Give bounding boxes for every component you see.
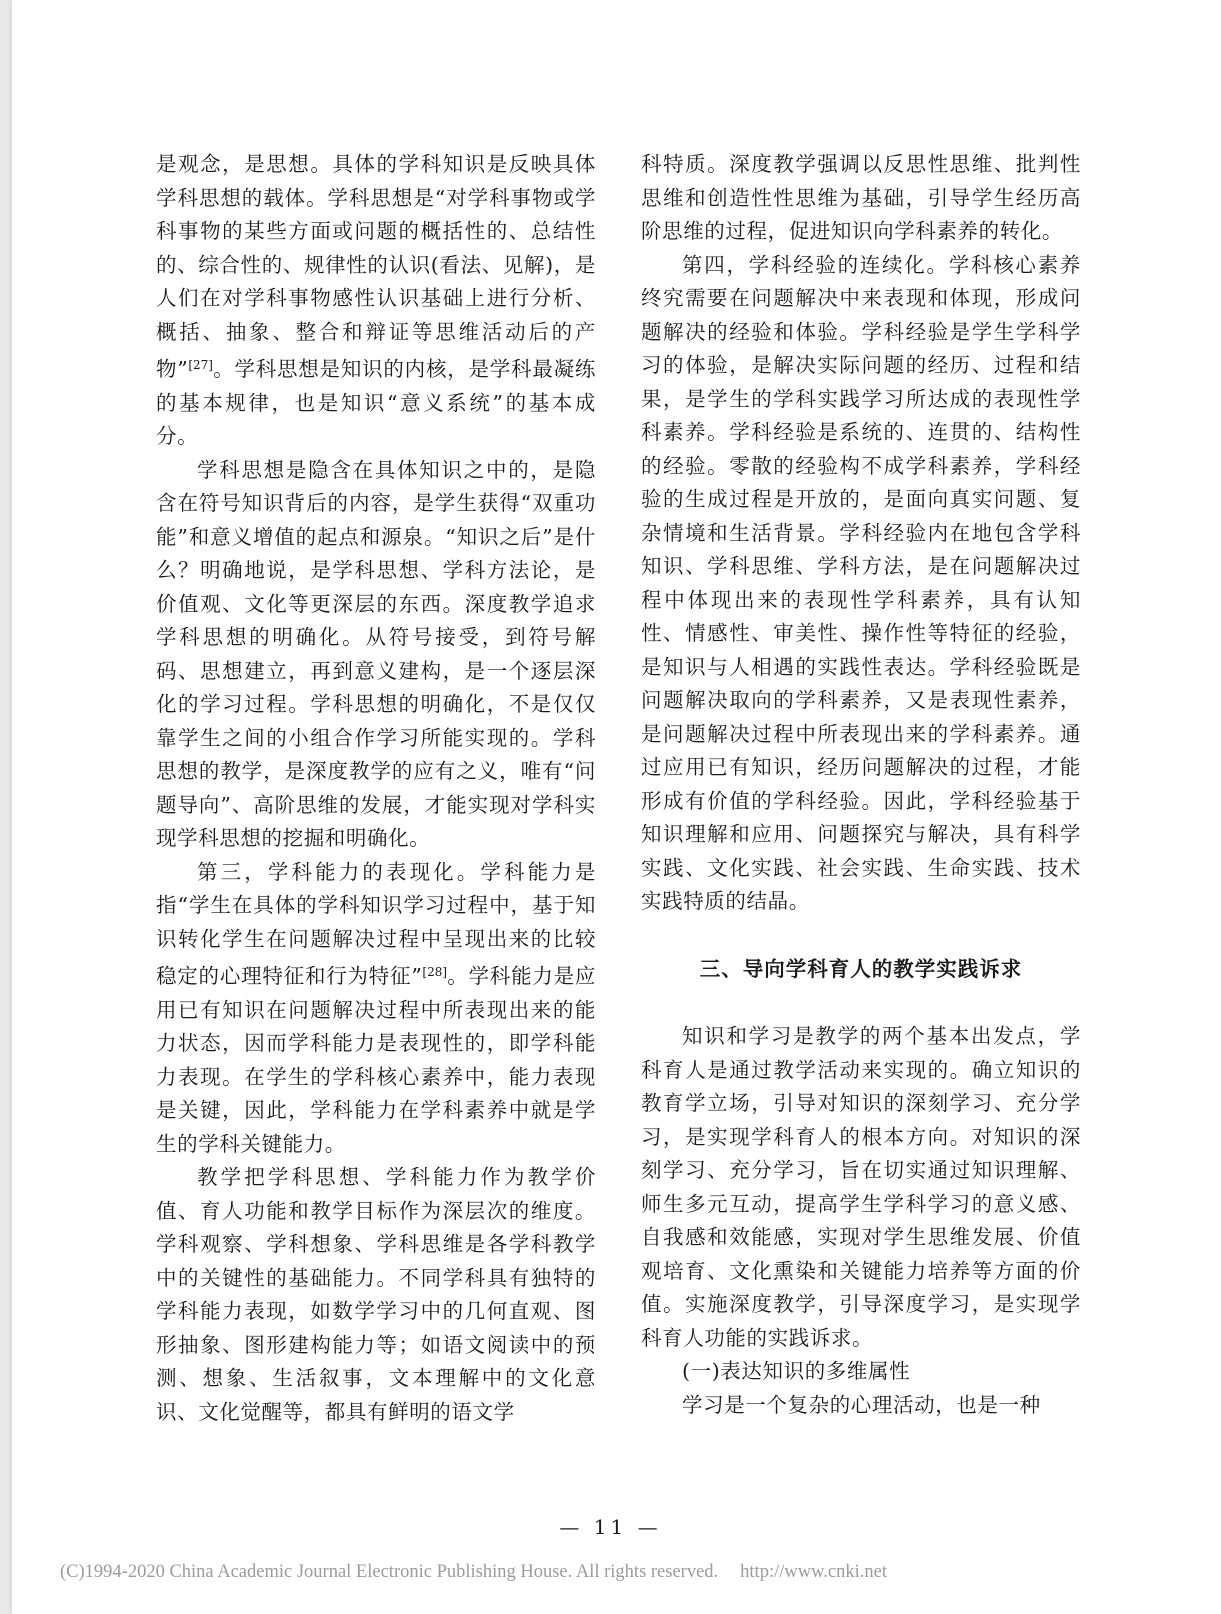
paragraph-text: 知识和学习是教学的两个基本出发点，学科育人是通过教学活动来实现的。确立知识的教育学立场，引导对知识的深刻学习、充分学习，是实现学科育人的根本方向。对知识的深刻学习、充分学习，旨在切实通过知识理解、师生多元互动，提高学生学科学习的意义感、自我感和效能感，实现对学生思维发展、价值观培育、文化熏染和关键能力培养等方面的价值。实施深度教学，引导深度学习，是实现学科育人功能的实践诉求。: [641, 1024, 1081, 1350]
paragraph-text: 。学科思想是知识的内核，是学科最凝练的基本规律，也是知识“意义系统”的基本成分。: [156, 357, 596, 448]
section-heading: 三、导向学科育人的教学实践诉求: [699, 956, 1023, 981]
right-column: [641, 148, 1081, 1422]
paragraph: [156, 1161, 596, 1429]
page-number: — 11 —: [559, 1515, 662, 1539]
paragraph: [156, 454, 596, 856]
paragraph: [641, 1020, 1081, 1355]
page-sheet: [12, 0, 1221, 1614]
paragraph-text: 教学把学科思想、学科能力作为教学价值、育人功能和教学目标作为深层次的维度。学科观察、学科想象、学科思维是各学科教学中的关键性的基础能力。不同学科具有独特的学科能力表现，如数学学习中的几何直观、图形抽象、图形建构能力等；如语文阅读中的预测、想象、生活叙事，文本理解中的文化意识、文化觉醒等，都具有鲜明的语文学: [156, 1165, 596, 1424]
paragraph-last: 学习是一个复杂的心理活动，也是一种: [682, 1392, 1041, 1417]
footer-url: http://www.cnki.net: [740, 1562, 887, 1582]
paragraph-text: 第四，学科经验的连续化。学科核心素养终究需要在问题解决中来表现和体现，形成问题解决的经验和体验。学科经验是学生学科学习的体验，是解决实际问题的经历、过程和结果，是学生的学科实践学习所达成的表现性学科素养。学科经验是系统的、连贯的、结构性的经验。零散的经验构不成学科素养，学科经验的生成过程是开放的，是面向真实问题、复杂情境和生活背景。学科经验内在地包含学科知识、学科思维、学科方法，是在问题解决过程中体现出来的表现性学科素养，具有认知性、情感性、审美性、操作性等特征的经验，是知识与人相遇的实践性表达。学科经验既是问题解决取向的学科素养，又是表现性素养，是问题解决过程中所表现出来的学科素养。通过应用已有知识，经历问题解决的过程，才能形成有价值的学科经验。因此，学科经验基于知识理解和应用、问题探究与解决，具有科学实践、文化实践、社会实践、生命实践、技术实践特质的结晶。: [641, 252, 1081, 913]
paragraph: [641, 249, 1081, 919]
paragraph-text: 学科思想是隐含在具体知识之中的，是隐含在符号知识背后的内容，是学生获得“双重功能”和意义增值的起点和源泉。“知识之后”是什么？明确地说，是学科思想、学科方法论，是价值观、文化等更深层的东西。深度教学追求学科思想的明确化。从符号接受，到符号解码、思想建立，再到意义建构，是一个逐层深化的学习过程。学科思想的明确化，不是仅仅靠学生之间的小组合作学习所能实现的。学科思想的教学，是深度教学的应有之义，唯有“问题导向”、高阶思维的发展，才能实现对学科实现学科思想的挖掘和明确化。: [156, 457, 596, 850]
paragraph: [156, 148, 596, 454]
right-column-top: [641, 148, 1081, 919]
paragraph-text: 。学科能力是应用已有知识在问题解决过程中所表现出来的能力状态，因而学科能力是表现性的，即学科能力表现。在学生的学科核心素养中，能力表现是关键，因此，学科能力在学科素养中就是学生的学科关键能力。: [156, 964, 597, 1156]
paragraph-text: 第三，学科能力的表现化。学科能力是指“学生在具体的学科知识学习过程中，基于知识转化学生在问题解决过程中呈现出来的比较稳定的心理特征和行为特征”: [156, 859, 596, 988]
citation-ref: [28]: [422, 965, 448, 979]
left-column: [156, 148, 596, 1429]
copyright-footer: [60, 1562, 887, 1583]
paragraph-text: 是观念，是思想。具体的学科知识是反映具体学科思想的载体。学科思想是“对学科事物或学科事物的某些方面或问题的概括性的、总结性的、综合性的、规律性的认识(看法、见解)，是人们在对学科事物感性认识基础上进行分析、概括、抽象、整合和辩证等思维活动后的产物”: [156, 152, 596, 381]
citation-ref: [27]: [188, 358, 213, 372]
subsection-heading: (一)表达知识的多维属性: [682, 1359, 911, 1383]
right-column-bottom: [641, 1020, 1081, 1355]
copyright-text: (C)1994-2020 China Academic Journal Electronic Publishing House. All rights reserved.: [60, 1562, 719, 1582]
paragraph: [156, 856, 596, 1162]
paragraph: [641, 148, 1081, 249]
paragraph-text: 科特质。深度教学强调以反思性思维、批判性思维和创造性性思维为基础，引导学生经历高阶思维的过程，促进知识向学科素养的转化。: [641, 152, 1081, 243]
